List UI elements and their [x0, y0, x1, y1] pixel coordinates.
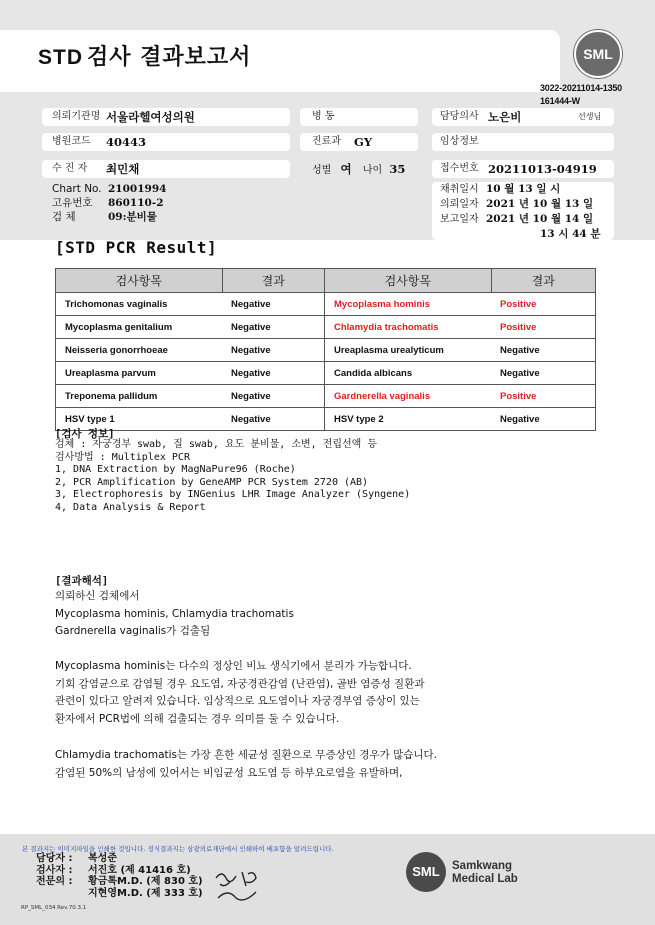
doctor-field: [432, 108, 614, 126]
patient-name-label: 수 진 자: [52, 163, 88, 174]
result-value-right: Negative: [491, 408, 596, 431]
table-row: [56, 316, 596, 339]
interpretation-line: 기회 감염균으로 감염될 경우 요도염, 자궁경관감염 (난관염), 골반 염증성 질환과: [55, 677, 425, 690]
sml-logo: SML: [574, 30, 622, 78]
staff-name: 서진호 (제 41416 호): [88, 864, 191, 876]
result-value-right: Positive: [491, 293, 596, 316]
lab-name-line2: Medical Lab: [452, 873, 518, 885]
department-field: [300, 133, 418, 151]
lab-name-line1: Samkwang: [452, 860, 513, 872]
table-row: [56, 339, 596, 362]
result-item-right: Ureaplasma urealyticum: [325, 339, 492, 362]
unique-no-label: 고유번호: [52, 197, 93, 209]
result-item-left: Trichomonas vaginalis: [56, 293, 223, 316]
interpretation-para1: [55, 588, 294, 641]
report-number: [540, 82, 622, 108]
test-info-line: 검체 : 자궁경부 swab, 질 swab, 요도 분비물, 소변, 전립선액 등: [55, 439, 378, 450]
receipt-no-field: [432, 160, 614, 178]
interpretation-line: Chlamydia trachomatis는 가장 흔한 세균성 질환으로 무증상인 경우가 많습니다.: [55, 749, 438, 761]
staff-role: 전문의 :: [36, 876, 73, 887]
report-number-line2: 161444-W: [540, 96, 580, 106]
table-row: [56, 362, 596, 385]
interpretation-heading: [결과해석]: [55, 575, 109, 587]
dates-info: [440, 182, 600, 241]
interpretation-line: 감염된 50%의 남성에 있어서는 비임균성 요도염 등 하부요로염을 유발하며,: [55, 766, 403, 779]
ward-field: [300, 108, 418, 126]
hospital-code-label: 병원코드: [52, 136, 91, 147]
ward-label: 병 동: [312, 111, 335, 122]
chart-no-value: 21001994: [108, 183, 167, 195]
result-value-right: Positive: [491, 316, 596, 339]
pcr-result-table: [55, 268, 596, 431]
page-title: [38, 40, 251, 71]
staff-name: 복성준: [88, 853, 117, 864]
result-value-right: Negative: [491, 339, 596, 362]
institution-value: 서울라헬여성의원: [106, 110, 195, 124]
staff-role: 담당자 :: [36, 853, 73, 864]
age-value: 35: [389, 162, 406, 176]
pcr-result-title: [STD PCR Result]: [55, 238, 218, 257]
result-item-right: Gardnerella vaginalis: [325, 385, 492, 408]
specimen-value: 09:분비물: [108, 211, 157, 223]
result-item-right: Mycoplasma hominis: [325, 293, 492, 316]
receipt-no-value: 20211013-04919: [488, 162, 597, 176]
interpretation-line: Gardnerella vaginalis가 검출됨: [55, 625, 211, 638]
header-item-right: 검사항목: [325, 269, 492, 293]
clinical-info-label: 임상정보: [440, 136, 479, 147]
institution-field: [42, 108, 290, 126]
interpretation-line: 환자에서 PCR법에 의해 검출되는 경우 의미를 둘 수 있습니다.: [55, 713, 340, 726]
clinical-info-field: [432, 133, 614, 151]
test-info-line: 검사방법 : Multiplex PCR: [55, 451, 190, 463]
patient-extra-info: [52, 182, 166, 224]
unique-no-value: 860110-2: [108, 197, 164, 209]
department-value: GY: [354, 135, 373, 149]
result-value-right: Negative: [491, 362, 596, 385]
table-header-row: [56, 269, 596, 293]
result-value-left: Negative: [222, 385, 325, 408]
table-row: [56, 293, 596, 316]
age-label: 나이: [362, 165, 383, 176]
staff-name: 지현영M.D. (제 333 호): [88, 887, 203, 899]
result-item-left: Treponema pallidum: [56, 385, 223, 408]
form-number: RP_SML_034 Rev.70.3.1: [21, 905, 87, 911]
collection-date-label: 채취일시: [440, 184, 479, 195]
patient-name-field: [42, 160, 290, 178]
printed-notice: 본 결과지는 이미지파일을 인쇄한 것입니다. 정식결과지는 삼광의료재단에서 인쇄하여 배포함을 알려드립니다.: [22, 845, 334, 853]
test-info-line: 4, Data Analysis & Report: [55, 501, 206, 513]
title-text: 검사 결과보고서: [87, 45, 252, 70]
report-time-value: 13 시 44 분: [540, 228, 601, 240]
test-info-line: 3, Electrophoresis by INGenius LHR Image Analyzer (Syngene): [55, 489, 411, 500]
header-result-right: 결과: [491, 269, 596, 293]
test-info-heading: [검사 정보]: [55, 428, 115, 440]
institution-label: 의뢰기관명: [52, 111, 101, 122]
hospital-code-value: 40443: [106, 135, 147, 149]
staff-role: 검사자 :: [36, 864, 73, 876]
staff-list: [36, 853, 203, 899]
interpretation-para2: [55, 658, 424, 729]
report-number-line1: 3022-20211014-1350: [540, 83, 622, 93]
report-date-value: 2021 년 10 월 14 일: [486, 213, 594, 225]
table-row: [56, 385, 596, 408]
sml-footer-logo: SML: [406, 852, 446, 892]
receipt-no-label: 접수번호: [440, 163, 479, 174]
test-info-line: 1, DNA Extraction by MagNaPure96 (Roche): [55, 464, 296, 475]
result-item-left: Mycoplasma genitalium: [56, 316, 223, 339]
collection-date-value: 10 월 13 일 시: [486, 183, 561, 195]
patient-name-value: 최민채: [106, 162, 140, 176]
test-info-line: 2, PCR Amplification by GeneAMP PCR System 2720 (AB): [55, 476, 369, 488]
staff-name: 황금톡M.D. (제 830 호): [88, 876, 203, 887]
result-value-left: Negative: [222, 408, 325, 431]
result-item-right: Candida albicans: [325, 362, 492, 385]
department-label: 진료과: [312, 136, 341, 147]
report-date-label: 보고일자: [440, 214, 479, 225]
result-item-left: Ureaplasma parvum: [56, 362, 223, 385]
doctor-value: 노은비: [488, 110, 522, 124]
result-item-right: HSV type 2: [325, 408, 492, 431]
chart-no-label: Chart No.: [52, 183, 102, 195]
interpretation-line: Mycoplasma hominis, Chlamydia trachomatis: [55, 607, 294, 620]
interpretation-line: 의뢰하신 검체에서: [55, 590, 140, 602]
signature-image: [212, 864, 264, 904]
doctor-suffix: 선생님: [578, 112, 602, 121]
result-value-right: Positive: [491, 385, 596, 408]
result-item-left: Neisseria gonorrhoeae: [56, 339, 223, 362]
interpretation-para3: [55, 747, 437, 782]
result-value-left: Negative: [222, 293, 325, 316]
header-result-left: 결과: [222, 269, 325, 293]
interpretation-line: Mycoplasma hominis는 다수의 정상인 비뇨 생식기에서 분리가 가능합니다.: [55, 660, 412, 672]
sex-age: [312, 160, 405, 178]
request-date-label: 의뢰일자: [440, 199, 479, 210]
table-row: [56, 408, 596, 431]
specimen-label: 검 체: [52, 211, 76, 223]
lab-name: [452, 860, 518, 886]
test-info-lines: [55, 439, 410, 514]
doctor-label: 담당의사: [440, 111, 479, 122]
result-value-left: Negative: [222, 316, 325, 339]
result-item-right: Chlamydia trachomatis: [325, 316, 492, 339]
result-value-left: Negative: [222, 339, 325, 362]
result-value-left: Negative: [222, 362, 325, 385]
sex-value: 여: [340, 162, 352, 176]
result-item-left: HSV type 1: [56, 408, 223, 431]
request-date-value: 2021 년 10 월 13 일: [486, 198, 594, 210]
header-item-left: 검사항목: [56, 269, 223, 293]
sex-label: 성별: [312, 165, 332, 176]
interpretation-line: 관련이 있다고 알려져 있습니다. 임상적으로 요도염이나 자궁경부염 증상이 있는: [55, 695, 420, 708]
hospital-code-field: [42, 133, 290, 151]
title-prefix: STD: [38, 46, 83, 69]
